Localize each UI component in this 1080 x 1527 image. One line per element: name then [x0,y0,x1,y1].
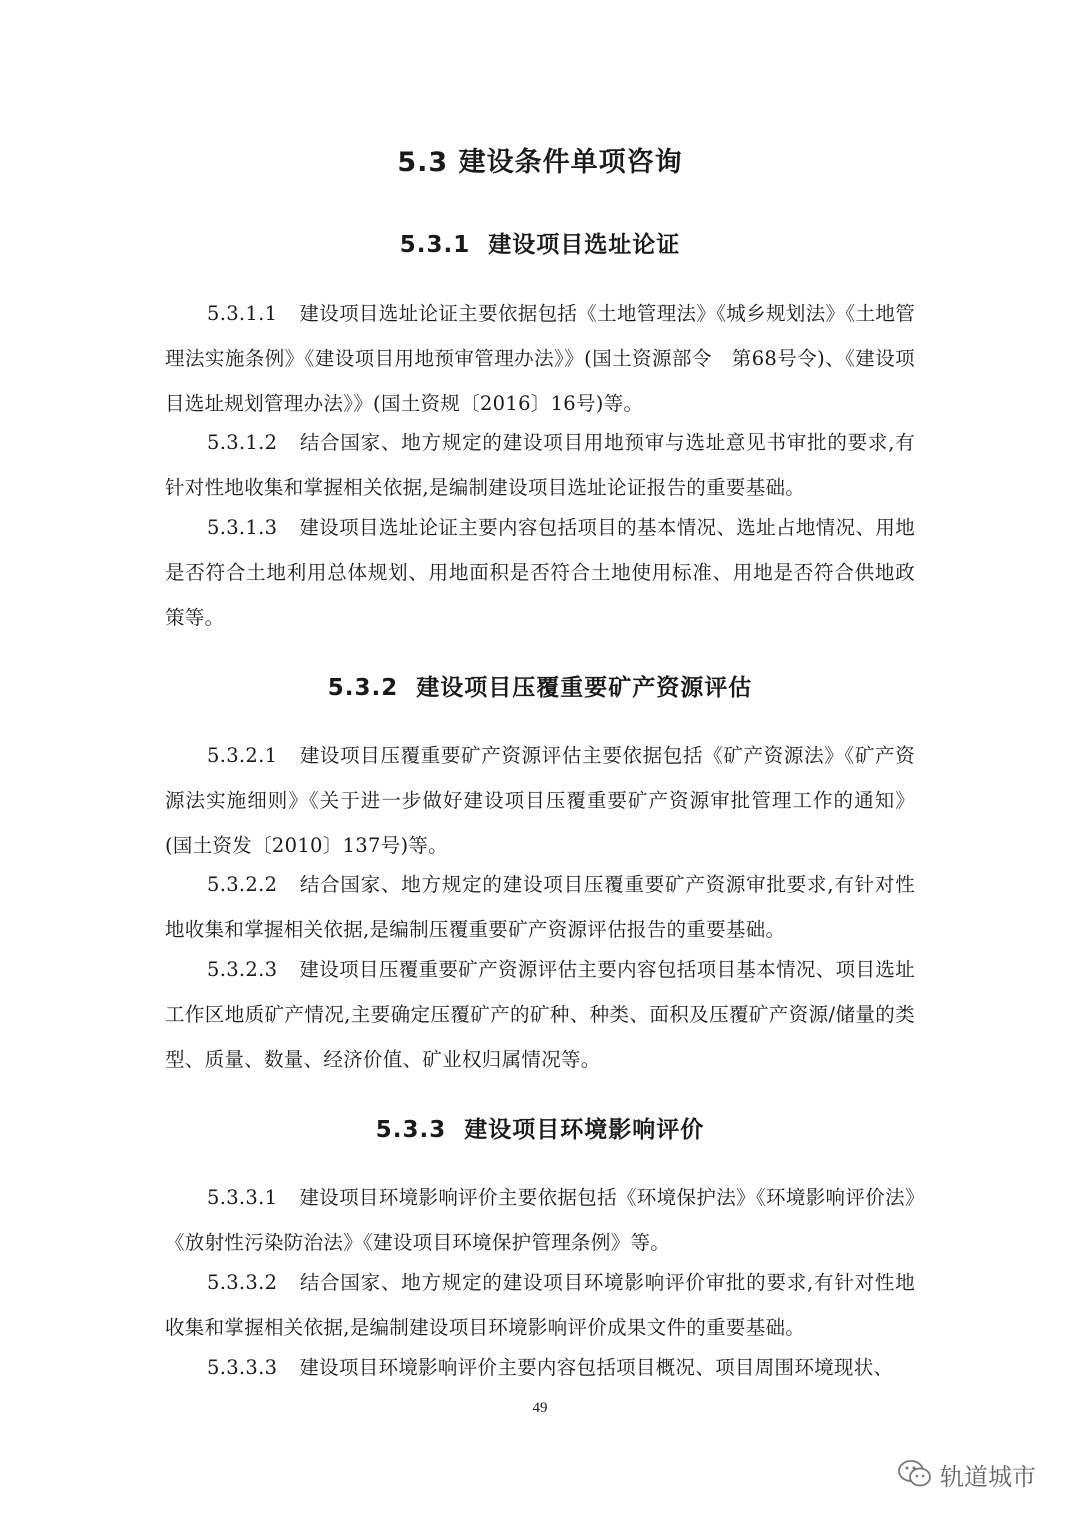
paragraph-5-3-1-3 [165,505,915,640]
paragraph-number: 5.3.1.1 [207,302,278,325]
paragraph-text: 建设项目压覆重要矿产资源评估主要内容包括项目基本情况、项目选址工作区地质矿产情况,主要确定压覆矿产的矿种、种类、面积及压覆矿产资源/储量的类型、质量、数量、经济价值、矿业权归属情况等。 [165,958,915,1071]
wechat-icon [898,1459,932,1489]
page-number: 49 [532,1400,548,1416]
paragraph-5-3-3-2 [165,1260,915,1350]
section-number: 5.3.1 [399,232,471,258]
paragraph-5-3-3-3 [165,1345,915,1390]
paragraph-text: 建设项目压覆重要矿产资源评估主要依据包括《矿产资源法》《矿产资源法实施细则》《关于进一步做好建设项目压覆重要矿产资源审批管理工作的通知》(国土资发〔2010〕137号)等。 [165,744,915,857]
paragraph-text: 建设项目环境影响评价主要内容包括项目概况、项目周围环境现状、 [299,1356,894,1379]
paragraph-text: 结合国家、地方规定的建设项目环境影响评价审批的要求,有针对性地收集和掌握相关依据,是编制建设项目环境影响评价成果文件的重要基础。 [165,1271,915,1339]
section-number: 5.3.2 [327,675,399,701]
paragraph-text: 建设项目选址论证主要依据包括《土地管理法》《城乡规划法》《土地管理法实施条例》《建设项目用地预审管理办法》》(国土资源部令 第68号令)、《建设项目选址规划管理办法》》(国土资规〔2016〕16号)等。 [165,302,915,415]
paragraph-5-3-2-2 [165,862,915,952]
section-heading-5-3-3 [0,1111,1080,1144]
paragraph-number: 5.3.3.2 [207,1271,278,1294]
section-title: 建设项目选址论证 [488,232,681,258]
watermark [898,1456,1036,1492]
paragraph-5-3-2-1 [165,733,915,868]
paragraph-5-3-3-1 [165,1175,915,1265]
paragraph-5-3-2-3 [165,947,915,1082]
section-title: 建设项目压覆重要矿产资源评估 [416,675,753,701]
section-title: 建设项目环境影响评价 [464,1117,705,1143]
paragraph-number: 5.3.2.3 [207,958,278,981]
paragraph-number: 5.3.3.1 [207,1186,278,1209]
section-heading-5-3-1 [0,226,1080,259]
chapter-title: 5.3 建设条件单项咨询 [397,147,683,178]
paragraph-5-3-1-1 [165,291,915,426]
paragraph-number: 5.3.1.2 [207,431,278,454]
paragraph-number: 5.3.2.1 [207,744,278,767]
paragraph-5-3-1-2 [165,420,915,510]
paragraph-text: 建设项目环境影响评价主要依据包括《环境保护法》《环境影响评价法》《放射性污染防治法》《建设项目环境保护管理条例》等。 [165,1186,915,1254]
watermark-text: 轨道城市 [940,1462,1036,1491]
section-number: 5.3.3 [375,1117,447,1143]
paragraph-text: 结合国家、地方规定的建设项目用地预审与选址意见书审批的要求,有针对性地收集和掌握相关依据,是编制建设项目选址论证报告的重要基础。 [165,431,915,499]
paragraph-text: 结合国家、地方规定的建设项目压覆重要矿产资源审批要求,有针对性地收集和掌握相关依据,是编制压覆重要矿产资源评估报告的重要基础。 [165,873,915,941]
paragraph-number: 5.3.1.3 [207,516,278,539]
section-heading-5-3-2 [0,669,1080,702]
paragraph-number: 5.3.2.2 [207,873,278,896]
paragraph-number: 5.3.3.3 [207,1356,278,1379]
paragraph-text: 建设项目选址论证主要内容包括项目的基本情况、选址占地情况、用地是否符合土地利用总体规划、用地面积是否符合土地使用标准、用地是否符合供地政策等。 [165,516,915,629]
